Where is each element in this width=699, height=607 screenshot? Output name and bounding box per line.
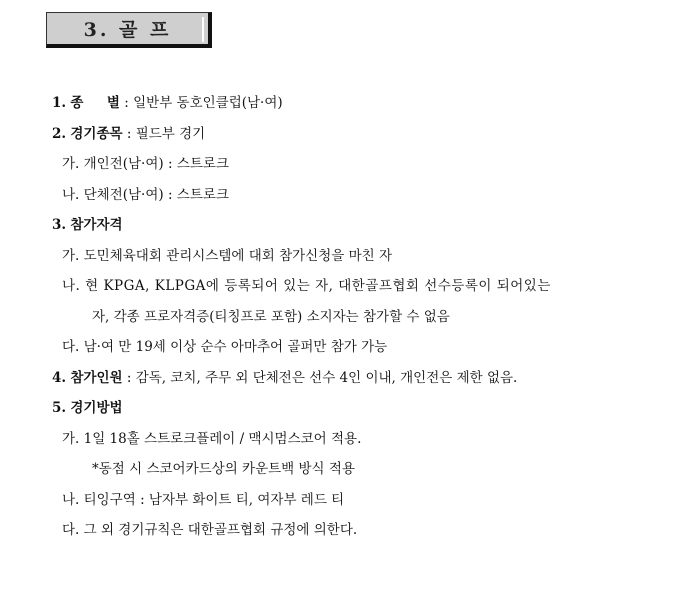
item-5-sub-3: 다. 그 외 경기규칙은 대한골프협회 규정에 의한다.: [62, 522, 358, 538]
document-body: [52, 88, 672, 546]
item-5-note: *동점 시 스코어카드상의 카운트백 방식 적용: [92, 461, 355, 477]
item-3-sub-3: 다. 남·여 만 19세 이상 순수 아마추어 골퍼만 참가 가능: [62, 339, 388, 355]
item-1-text: : 일반부 동호인클럽(남·여): [119, 95, 283, 111]
item-1: [52, 88, 672, 119]
item-5-num: 5.: [52, 400, 67, 416]
item-3-sub-2: 나. 현 KPGA, KLPGA에 등록되어 있는 자, 대한골프협회 선수등록이 되어있는: [62, 278, 551, 294]
item-2: [52, 119, 672, 150]
section-title-box: [46, 12, 212, 48]
item-4-label: 참가인원: [70, 369, 123, 386]
item-3-sub-2-cont: 자, 각종 프로자격증(티칭프로 포함) 소지자는 참가할 수 없음: [92, 308, 450, 325]
item-2-num: 2.: [52, 125, 67, 142]
item-4-num: 4.: [52, 369, 67, 386]
item-5: [52, 393, 672, 424]
item-2-label: 경기종목: [70, 125, 123, 142]
item-1-num: 1.: [52, 95, 67, 111]
item-5-sub-1: 가. 1일 18홀 스트로크플레이 / 맥시멈스코어 적용.: [62, 430, 362, 447]
item-4-text: : 감독, 코치, 주무 외 단체전은 선수 4인 이내, 개인전은 제한 없음.: [122, 369, 518, 386]
item-3: [52, 210, 672, 241]
item-3-label: 참가자격: [70, 217, 123, 233]
title-box-highlight: [202, 17, 204, 42]
item-2-text: : 필드부 경기: [122, 125, 206, 142]
section-title: 3. 골 프: [83, 19, 172, 41]
item-3-num: 3.: [52, 217, 67, 233]
item-2-sub-2: 나. 단체전(남·여) : 스트로크: [62, 186, 229, 203]
item-4: [52, 363, 672, 394]
item-2-sub-1: 가. 개인전(남·여) : 스트로크: [62, 156, 229, 172]
item-5-sub-2: 나. 티잉구역 : 남자부 화이트 티, 여자부 레드 티: [62, 491, 345, 508]
item-3-sub-1: 가. 도민체육대회 관리시스템에 대회 참가신청을 마친 자: [62, 247, 392, 264]
item-1-label: 종 별: [70, 95, 120, 111]
item-5-label: 경기방법: [70, 400, 123, 416]
